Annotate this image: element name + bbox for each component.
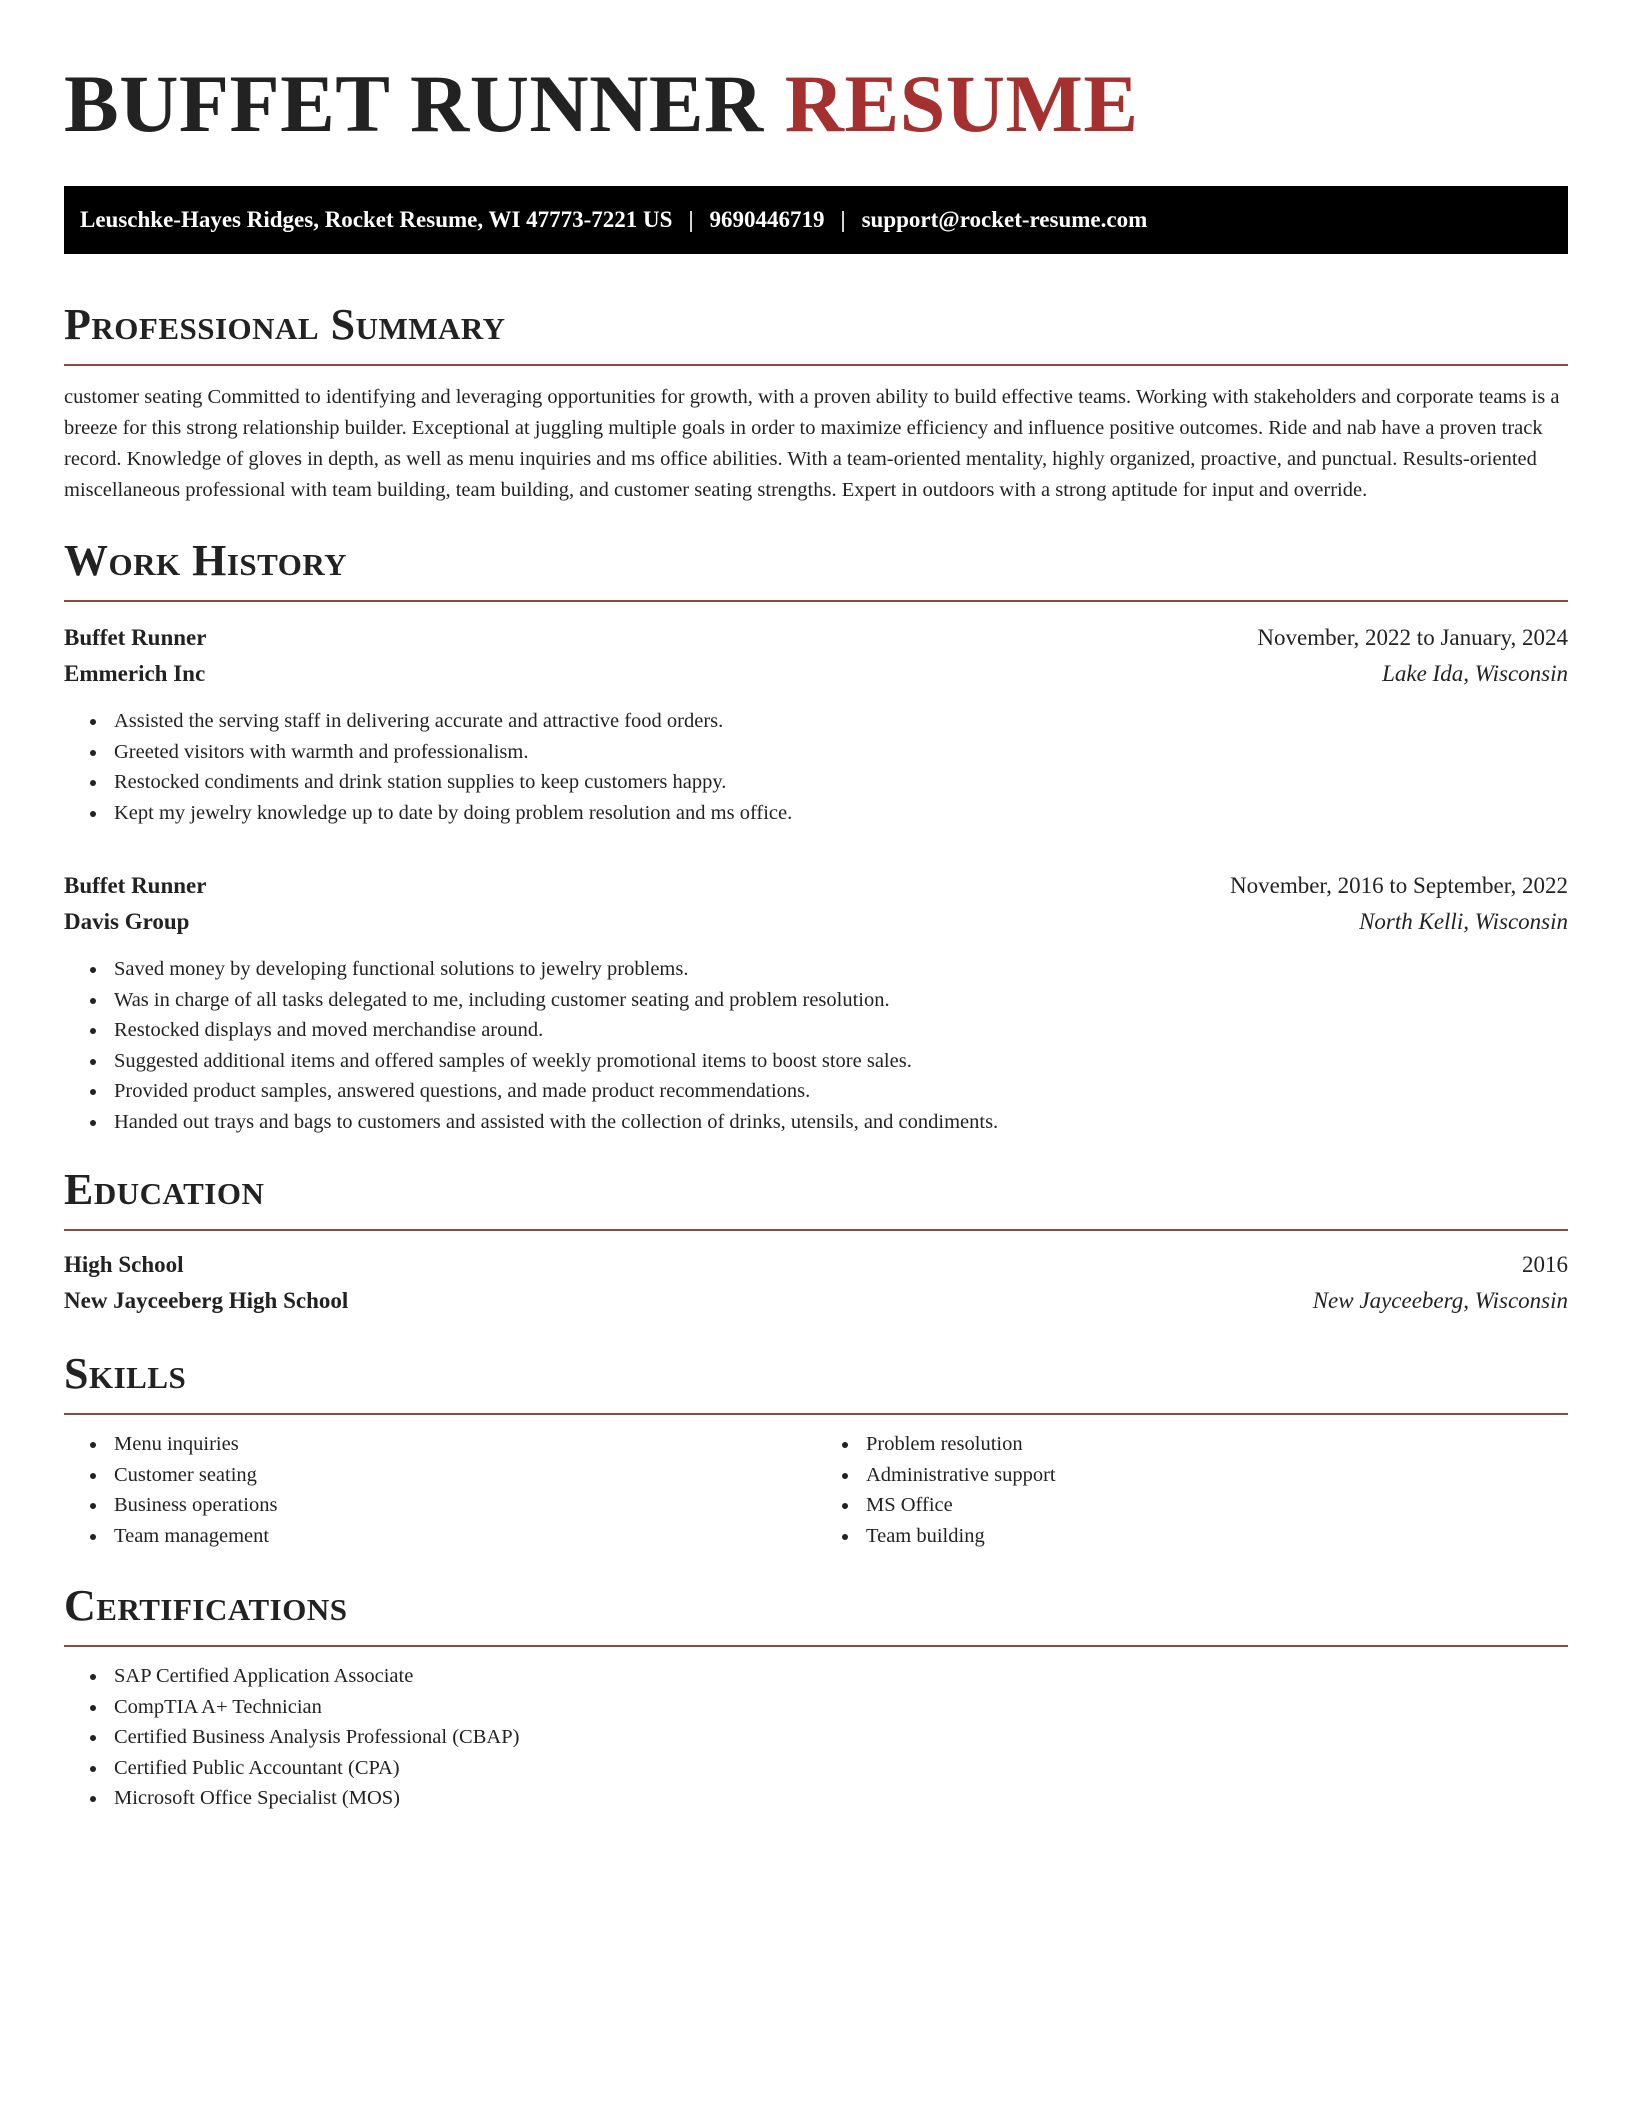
section-divider — [64, 1229, 1568, 1231]
contact-separator: | — [688, 207, 694, 232]
contact-email: support@rocket-resume.com — [861, 207, 1148, 232]
skills-list — [64, 1429, 1568, 1551]
title-accent: RESUME — [784, 58, 1139, 149]
list-item: • Kept my jewelry knowledge up to date by doing problem resolution and ms office. — [108, 798, 1568, 829]
list-item: • Restocked condiments and drink station supplies to keep customers happy. — [108, 767, 1568, 798]
list-item: • MS Office — [860, 1490, 1568, 1521]
list-item: • Restocked displays and moved merchandise around. — [108, 1015, 1568, 1046]
education-location: New Jayceeberg, Wisconsin — [1312, 1288, 1568, 1313]
contact-address: Leuschke-Hayes Ridges, Rocket Resume, WI 47773-7221 US — [80, 207, 673, 232]
list-item: • Provided product samples, answered questions, and made product recommendations. — [108, 1076, 1568, 1107]
contact-phone: 9690446719 — [709, 207, 825, 232]
contact-bar — [64, 186, 1568, 254]
list-item: • Team building — [860, 1521, 1568, 1552]
education-section — [64, 1165, 1568, 1319]
job-company: Emmerich Inc — [64, 661, 206, 686]
job-title: Buffet Runner — [64, 873, 207, 898]
list-item: • Saved money by developing functional solutions to jewelry problems. — [108, 954, 1568, 985]
list-item: • SAP Certified Application Associate — [108, 1661, 1568, 1692]
contact-separator: | — [840, 207, 846, 232]
summary-section — [64, 300, 1568, 506]
list-item: • Suggested additional items and offered samples of weekly promotional items to boost store sales. — [108, 1046, 1568, 1077]
section-divider — [64, 364, 1568, 366]
education-degree: High School — [64, 1252, 184, 1277]
education-heading: Education — [64, 1165, 265, 1214]
list-item: • Greeted visitors with warmth and professionalism. — [108, 737, 1568, 768]
list-item: • Customer seating — [108, 1460, 816, 1491]
list-item: • Certified Public Accountant (CPA) — [108, 1753, 1568, 1784]
certifications-list — [64, 1661, 1568, 1814]
job-company: Davis Group — [64, 909, 190, 934]
job-location: North Kelli, Wisconsin — [1359, 909, 1568, 934]
skills-column-right — [816, 1429, 1568, 1551]
resume-title — [64, 58, 1568, 150]
job-duties — [64, 954, 1568, 1137]
list-item: • Problem resolution — [860, 1429, 1568, 1460]
work-history-heading: Work History — [64, 536, 348, 585]
list-item: • Handed out trays and bags to customers and assisted with the collection of drinks, utensils, and condiments. — [108, 1107, 1568, 1138]
certifications-section — [64, 1581, 1568, 1814]
job-duties — [64, 706, 1568, 828]
job-title: Buffet Runner — [64, 625, 207, 650]
section-divider — [64, 1645, 1568, 1647]
skills-column-left — [64, 1429, 816, 1551]
education-year: 2016 — [1522, 1252, 1568, 1277]
job-dates: November, 2022 to January, 2024 — [1257, 625, 1568, 650]
certifications-heading: Certifications — [64, 1581, 348, 1630]
list-item: • Assisted the serving staff in delivering accurate and attractive food orders. — [108, 706, 1568, 737]
list-item: • Business operations — [108, 1490, 816, 1521]
education-entry — [64, 1247, 1568, 1319]
list-item: • Team management — [108, 1521, 816, 1552]
title-main: BUFFET RUNNER — [64, 58, 764, 149]
job-dates: November, 2016 to September, 2022 — [1230, 873, 1568, 898]
list-item: • CompTIA A+ Technician — [108, 1692, 1568, 1723]
list-item: • Was in charge of all tasks delegated to me, including customer seating and problem resolution. — [108, 985, 1568, 1016]
list-item: • Certified Business Analysis Professional (CBAP) — [108, 1722, 1568, 1753]
list-item: • Menu inquiries — [108, 1429, 816, 1460]
education-school: New Jayceeberg High School — [64, 1288, 349, 1313]
section-divider — [64, 1413, 1568, 1415]
summary-heading: Professional Summary — [64, 300, 506, 349]
summary-text: customer seating Committed to identifying and leveraging opportunities for growth, with a proven ability to build effective teams. Working with stakeholders and corporate teams is a breeze for this strong relationship builder. Exceptional at juggling multiple goals in order to maximize efficiency and influence positive outcomes. Ride and nab have a proven track record. Knowledge of gloves in depth, as well as menu inquiries and ms office abilities. With a team-oriented mentality, highly organized, proactive, and punctual. Results-oriented miscellaneous professional with team building, team building, and customer seating strengths. Expert in outdoors with a strong aptitude for input and override. — [64, 386, 1560, 501]
job-entry — [64, 868, 1568, 1137]
skills-section — [64, 1349, 1568, 1551]
list-item: • Administrative support — [860, 1460, 1568, 1491]
job-entry — [64, 620, 1568, 828]
list-item: • Microsoft Office Specialist (MOS) — [108, 1783, 1568, 1814]
work-history-section — [64, 536, 1568, 1137]
skills-heading: Skills — [64, 1349, 187, 1398]
section-divider — [64, 600, 1568, 602]
job-location: Lake Ida, Wisconsin — [1382, 661, 1568, 686]
